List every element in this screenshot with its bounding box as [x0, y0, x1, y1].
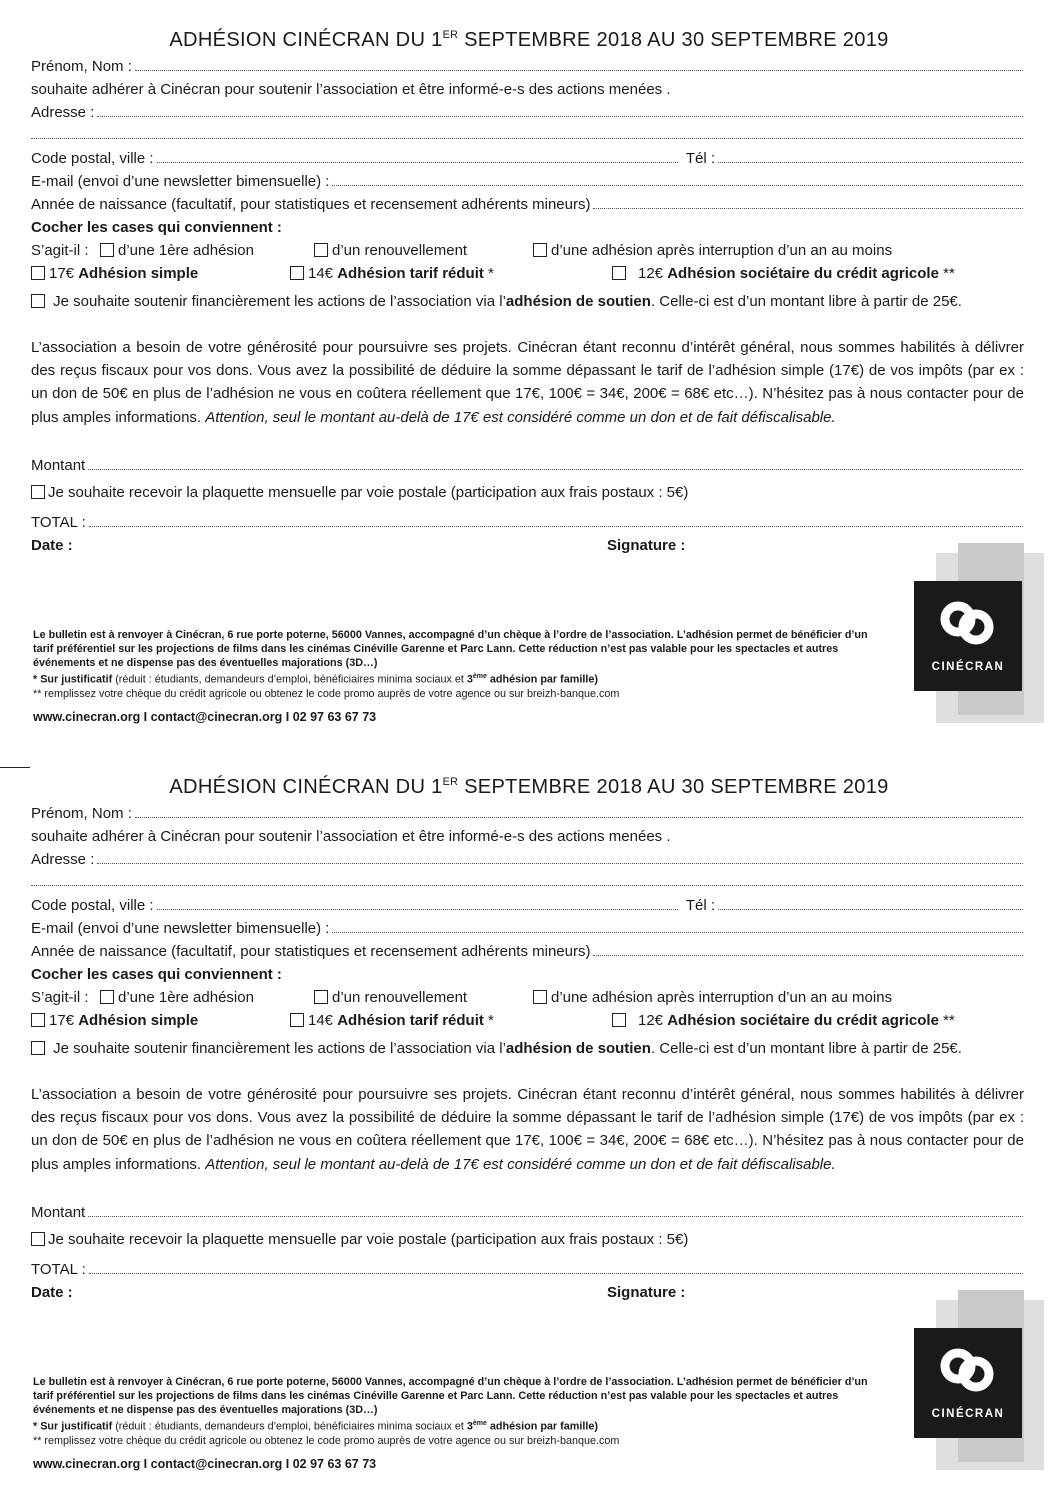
checkbox[interactable]	[314, 990, 328, 1004]
checkbox[interactable]	[100, 243, 114, 257]
email-field[interactable]: E-mail (envoi d’une newsletter bimensuelle) :	[31, 918, 1023, 940]
reduced-membership-option[interactable]: 14€ Adhésion tarif réduit *	[290, 263, 494, 285]
signature-label: Signature :	[607, 537, 686, 554]
tax-info-paragraph: L’association a besoin de votre générosité pour poursuivre ses projets. Cinécran étant reconnu d’intérêt général, nous sommes habilités à délivrer des reçus fiscaux pour vos dons. Vous avez la possibilité de déduire la somme dépassant le tarif de l’adhésion simple (17€) de vos impôts (par ex : un don de 50€ en plus de l’adhésion ne vous en coûtera réellement que 17€, 100€ = 34€, 200€ = 68€ etc…). N’hésitez pas à nous contacter pour de plus amples informations. Attention, seul le montant au-delà de 17€ est considéré comme un don et de fait défiscalisable.	[31, 339, 1024, 426]
logo-mark-icon	[938, 1342, 998, 1398]
first-membership-option[interactable]: d’une 1ère adhésion	[100, 987, 254, 1009]
renewal-option[interactable]: d’un renouvellement	[314, 987, 467, 1009]
date-label: Date :	[31, 537, 73, 554]
checkbox[interactable]	[290, 1013, 304, 1027]
support-option[interactable]: Je souhaite soutenir financièrement les actions de l’association via l’adhésion de soutien. Celle-ci est d’un montant libre à partir de 25€.	[31, 290, 1024, 313]
interruption-option[interactable]: d’une adhésion après interruption d’un an au moins	[533, 240, 892, 262]
cinecran-logo: CINÉCRAN	[914, 1290, 1044, 1480]
interruption-option[interactable]: d’une adhésion après interruption d’un an au moins	[533, 987, 892, 1009]
signature-label: Signature :	[607, 1284, 686, 1301]
check-instruction: Cocher les cases qui conviennent :	[31, 966, 282, 983]
sagit-label: S’agit-il :	[31, 242, 89, 259]
checkbox[interactable]	[290, 266, 304, 280]
contact-line: www.cinecran.org I contact@cinecran.org I 02 97 63 67 73	[33, 1457, 377, 1471]
form-title: ADHÉSION CINÉCRAN DU 1ER SEPTEMBRE 2018 AU 30 SEPTEMBRE 2019	[169, 28, 889, 51]
amount-field[interactable]: Montant	[31, 1202, 1023, 1224]
total-field[interactable]: TOTAL :	[31, 1259, 1023, 1281]
logo-mark-icon	[938, 595, 998, 651]
date-label: Date :	[31, 1284, 73, 1301]
support-option[interactable]: Je souhaite soutenir financièrement les actions de l’association via l’adhésion de soutien. Celle-ci est d’un montant libre à partir de 25€.	[31, 1037, 1024, 1060]
checkbox[interactable]	[612, 1013, 626, 1027]
amount-field[interactable]: Montant	[31, 455, 1023, 477]
postal-phone-row[interactable]: Code postal, ville : Tél :	[31, 148, 1023, 170]
postal-phone-row[interactable]: Code postal, ville : Tél :	[31, 895, 1023, 917]
total-field[interactable]: TOTAL :	[31, 512, 1023, 534]
email-field[interactable]: E-mail (envoi d’une newsletter bimensuelle) :	[31, 171, 1023, 193]
contact-line: www.cinecran.org I contact@cinecran.org I 02 97 63 67 73	[33, 710, 377, 724]
name-field[interactable]: Prénom, Nom :	[31, 803, 1023, 825]
name-field[interactable]: Prénom, Nom :	[31, 56, 1023, 78]
address-field[interactable]: Adresse :	[31, 102, 1023, 124]
ca-membership-option[interactable]: 12€ Adhésion sociétaire du crédit agricole **	[612, 263, 955, 285]
membership-form-2	[0, 747, 1058, 1487]
form-title: ADHÉSION CINÉCRAN DU 1ER SEPTEMBRE 2018 AU 30 SEPTEMBRE 2019	[169, 775, 889, 798]
notice-text: Le bulletin est à renvoyer à Cinécran, 6 rue porte poterne, 56000 Vannes, accompagné d’un chèque à l’ordre de l’association. L’adhésion permet de bénéficier d’un tarif préférentiel sur les projections de films dans les cinémas Cinéville Garenne et Parc Lann. Cette réduction n’est pas valable pour les spectacles et autres événements et ne dispense pas des éventuelles majorations (3D…) * Sur justificatif (réduit : étudiants, demandeurs d’emploi, bénéficiaires minima sociaux et 3ème adhésion par famille) ** remplissez votre chèque du crédit agricole ou obtenez le code promo auprès de votre agence ou sur breizh-banque.com	[33, 629, 868, 700]
checkbox[interactable]	[612, 266, 626, 280]
checkbox[interactable]	[314, 243, 328, 257]
checkbox[interactable]	[31, 1232, 45, 1246]
membership-form-1	[0, 0, 1058, 740]
birth-year-field[interactable]: Année de naissance (facultatif, pour statistiques et recensement adhérents mineurs)	[31, 941, 1023, 963]
newsletter-postal-option[interactable]: Je souhaite recevoir la plaquette mensuelle par voie postale (participation aux frais postaux : 5€)	[31, 482, 688, 504]
checkbox[interactable]	[31, 1041, 45, 1055]
check-instruction: Cocher les cases qui conviennent :	[31, 219, 282, 236]
reduced-membership-option[interactable]: 14€ Adhésion tarif réduit *	[290, 1010, 494, 1032]
simple-membership-option[interactable]: 17€ Adhésion simple	[31, 1010, 198, 1032]
renewal-option[interactable]: d’un renouvellement	[314, 240, 467, 262]
sagit-label: S’agit-il :	[31, 989, 89, 1006]
checkbox[interactable]	[533, 990, 547, 1004]
checkbox[interactable]	[533, 243, 547, 257]
simple-membership-option[interactable]: 17€ Adhésion simple	[31, 263, 198, 285]
address-line-2[interactable]	[31, 871, 1023, 893]
intro-line: souhaite adhérer à Cinécran pour soutenir l’association et être informé-e-s des actions menées .	[31, 81, 671, 98]
checkbox[interactable]	[100, 990, 114, 1004]
newsletter-postal-option[interactable]: Je souhaite recevoir la plaquette mensuelle par voie postale (participation aux frais postaux : 5€)	[31, 1229, 688, 1251]
intro-line: souhaite adhérer à Cinécran pour soutenir l’association et être informé-e-s des actions menées .	[31, 828, 671, 845]
address-field[interactable]: Adresse :	[31, 849, 1023, 871]
tax-info-paragraph: L’association a besoin de votre générosité pour poursuivre ses projets. Cinécran étant reconnu d’intérêt général, nous sommes habilités à délivrer des reçus fiscaux pour vos dons. Vous avez la possibilité de déduire la somme dépassant le tarif de l’adhésion simple (17€) de vos impôts (par ex : un don de 50€ en plus de l’adhésion ne vous en coûtera réellement que 17€, 100€ = 34€, 200€ = 68€ etc…). N’hésitez pas à nous contacter pour de plus amples informations. Attention, seul le montant au-delà de 17€ est considéré comme un don et de fait défiscalisable.	[31, 1086, 1024, 1173]
ca-membership-option[interactable]: 12€ Adhésion sociétaire du crédit agricole **	[612, 1010, 955, 1032]
checkbox[interactable]	[31, 1013, 45, 1027]
address-line-2[interactable]	[31, 124, 1023, 146]
checkbox[interactable]	[31, 485, 45, 499]
cinecran-logo: CINÉCRAN	[914, 543, 1044, 733]
checkbox[interactable]	[31, 266, 45, 280]
notice-text: Le bulletin est à renvoyer à Cinécran, 6 rue porte poterne, 56000 Vannes, accompagné d’un chèque à l’ordre de l’association. L’adhésion permet de bénéficier d’un tarif préférentiel sur les projections de films dans les cinémas Cinéville Garenne et Parc Lann. Cette réduction n’est pas valable pour les spectacles et autres événements et ne dispense pas des éventuelles majorations (3D…) * Sur justificatif (réduit : étudiants, demandeurs d’emploi, bénéficiaires minima sociaux et 3ème adhésion par famille) ** remplissez votre chèque du crédit agricole ou obtenez le code promo auprès de votre agence ou sur breizh-banque.com	[33, 1376, 868, 1447]
first-membership-option[interactable]: d’une 1ère adhésion	[100, 240, 254, 262]
checkbox[interactable]	[31, 294, 45, 308]
birth-year-field[interactable]: Année de naissance (facultatif, pour statistiques et recensement adhérents mineurs)	[31, 194, 1023, 216]
